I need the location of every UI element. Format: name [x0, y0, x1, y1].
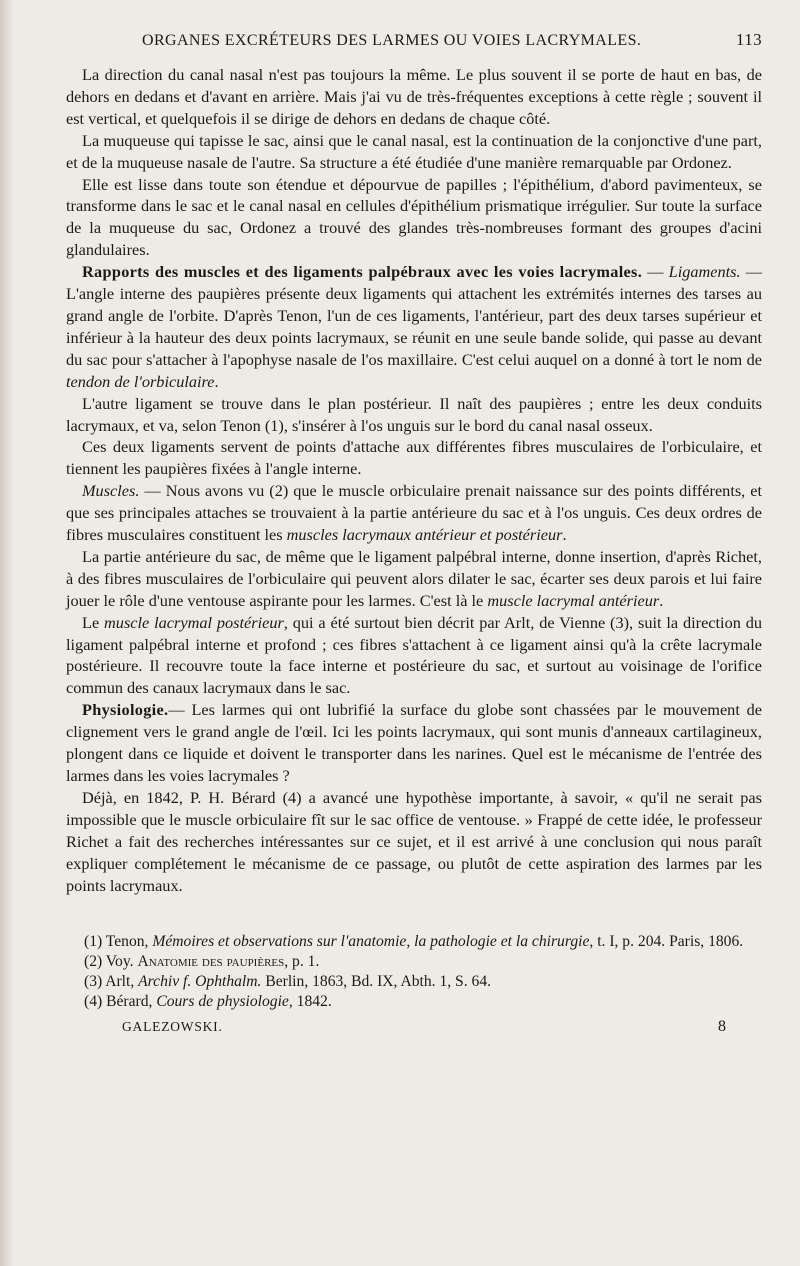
footnote-text: , t. I, p. 204. Paris, 1806. — [589, 933, 744, 951]
footnote — [66, 932, 762, 952]
italic-term: muscle lacrymal antérieur — [487, 590, 660, 610]
italic-term: muscles lacrymaux antérieur et postérieur — [286, 525, 563, 545]
section-heading-physiologie: Physiologie. — [82, 700, 169, 720]
page-number: 113 — [735, 30, 762, 49]
footnote-text: (1) Tenon, — [84, 933, 153, 951]
subheading-ligaments: Ligaments. — [668, 262, 741, 282]
footnote-title: Cours de physiologie — [156, 992, 289, 1010]
body-text — [66, 64, 762, 896]
footnote — [66, 992, 762, 1012]
paragraph-end: . — [214, 371, 219, 391]
page-footer — [66, 1018, 762, 1036]
paragraph: La muqueuse qui tapisse le sac, ainsi que le canal nasal, est la continuation de la conjonctive d'une part, et de la muqueuse nasale de l'autre. Sa structure a été étudiée d'une manière remarquable par Ordonez. — [66, 130, 762, 172]
footnotes — [66, 932, 762, 1011]
footnote-text: (3) Arlt, — [84, 973, 139, 991]
paragraph-end: . — [659, 590, 664, 610]
italic-term: muscle lacrymal postérieur — [104, 612, 284, 632]
paragraph-start: Le — [82, 612, 105, 632]
footnote-text: Berlin, 1863, Bd. IX, Abth. 1, S. 64. — [261, 973, 492, 991]
paragraph-text: , qui a été surtout bien décrit par Arlt, de Vienne (3), suit la direction du ligament palpébral interne et profond ; ces fibres s'attachent à ce ligament ainsi qu'à la crête lacrymale postérieure. Il recouvre toute la face interne et postérieure du sac, et surtout au voisinage de l'orifice commun des canaux lacrymaux dans le sac. — [66, 612, 763, 698]
paragraph: Déjà, en 1842, P. H. Bérard (4) a avancé une hypothèse importante, à savoir, « qu'il ne serait pas impossible que le muscle orbiculaire fît sur le sac office de ventouse. » Frappé de cette idée, le professeur Richet a fait des recherches intéressantes sur ce sujet, et il est arrivé à une conclusion qui nous paraît expliquer complétement le mécanisme de ce passage, ou plutôt de cette aspiration des larmes par les points lacrymaux. — [66, 787, 762, 895]
paragraph-text: La partie antérieure du sac, de même que le ligament palpébral interne, donne insertion, d'après Richet, à des fibres musculaires de l'orbiculaire qui peuvent alors dilater le sac, écarter ses deux parois et lui faire jouer le rôle d'une ventouse aspirante pour les larmes. C'est là le — [66, 546, 762, 610]
paragraph-end: . — [562, 525, 567, 545]
paragraph: Elle est lisse dans toute son étendue et dépourvue de papilles ; l'épithélium, d'abord pavimenteux, se transforme dans le sac et le canal nasal en cellules d'épithélium prismatique irrégulier. Sur toute la surface de la muqueuse du sac, Ordonez a trouvé des glandes très-nombreuses formant des groupes d'acini glandulaires. — [66, 174, 762, 260]
footnote-text: (4) Bérard, — [84, 992, 157, 1010]
paragraph: Ces deux ligaments servent de points d'attache aux différentes fibres musculaires de l'orbiculaire, et tiennent les paupières fixées à l'angle interne. — [66, 437, 762, 479]
section-heading-rapports: Rapports des muscles et des ligaments palpébraux avec les voies lacrymales. — [82, 262, 643, 282]
footnote — [66, 952, 762, 972]
footnote-text: , 1842. — [288, 992, 332, 1010]
dash: — — [642, 262, 669, 282]
running-head — [66, 30, 762, 50]
paragraph-rapports — [66, 261, 762, 392]
paragraph: La direction du canal nasal n'est pas toujours la même. Le plus souvent il se porte de haut en bas, de dehors en dedans et d'avant en arrière. Mais j'ai vu de très-fréquentes exceptions à cette règle ; souvent il est vertical, et quelquefois il se dirige de dehors en dedans de chaque côté. — [66, 65, 762, 128]
paragraph-text: — Les larmes qui ont lubrifié la surface du globe sont chassées par le mouvement de clignement vers le grand angle de l'œil. Ici les points lacrymaux, qui sont munis d'anneaux cartilagineux, plongent dans ce liquide et doivent le transporter dans les narines. Quel est le mécanisme de l'entrée des larmes dans les voies lacrymales ? — [66, 700, 762, 785]
footnote-text: , p. 1. — [284, 953, 320, 971]
paragraph-physiologie — [66, 699, 762, 787]
footnote-title: Mémoires et observations sur l'anatomie, la pathologie et la chirurgie — [152, 933, 590, 951]
paragraph-text: — L'angle interne des paupières présente deux ligaments qui attachent les extrémités internes des tarses au grand angle de l'orbite. D'après Tenon, l'un de ces ligaments, l'antérieur, part des deux tarses supérieur et inférieur à la hauteur des deux points lacrymaux, se réunit en une seule bande solide, qui passe au devant du sac pour s'attacher à l'apophyse nasale de l'os maxillaire. C'est celui auquel on a donné à tort le nom de — [66, 262, 763, 369]
paragraph: L'autre ligament se trouve dans le plan postérieur. Il naît des paupières ; entre les deux conduits lacrymaux, et va, selon Tenon (1), s'insérer à l'os unguis sur le bord du canal nasal osseux. — [66, 393, 762, 435]
footnote-title: Anatomie des paupières — [137, 953, 285, 971]
paragraph — [66, 612, 762, 700]
footnote-text: (2) Voy. — [84, 953, 138, 971]
italic-term: tendon de l'orbiculaire — [66, 371, 215, 391]
footnote — [66, 972, 762, 992]
paragraph — [66, 546, 762, 612]
footer-author: GALEZOWSKI. — [122, 1018, 223, 1034]
subheading-muscles: Muscles. — [82, 481, 140, 501]
signature-mark: 8 — [718, 1017, 726, 1035]
paragraph-text: — Nous avons vu (2) que le muscle orbiculaire prenait naissance sur des points différents, et que ses principales attaches se trouvaient à la partie antérieure du sac et à l'os unguis. Ces deux ordres de fibres musculaires constituent les — [66, 481, 762, 545]
footnote-title: Archiv f. Ophthalm. — [138, 973, 262, 991]
running-title: ORGANES EXCRÉTEURS DES LARMES OU VOIES LACRYMALES. — [142, 32, 642, 49]
paragraph-muscles — [66, 480, 762, 546]
